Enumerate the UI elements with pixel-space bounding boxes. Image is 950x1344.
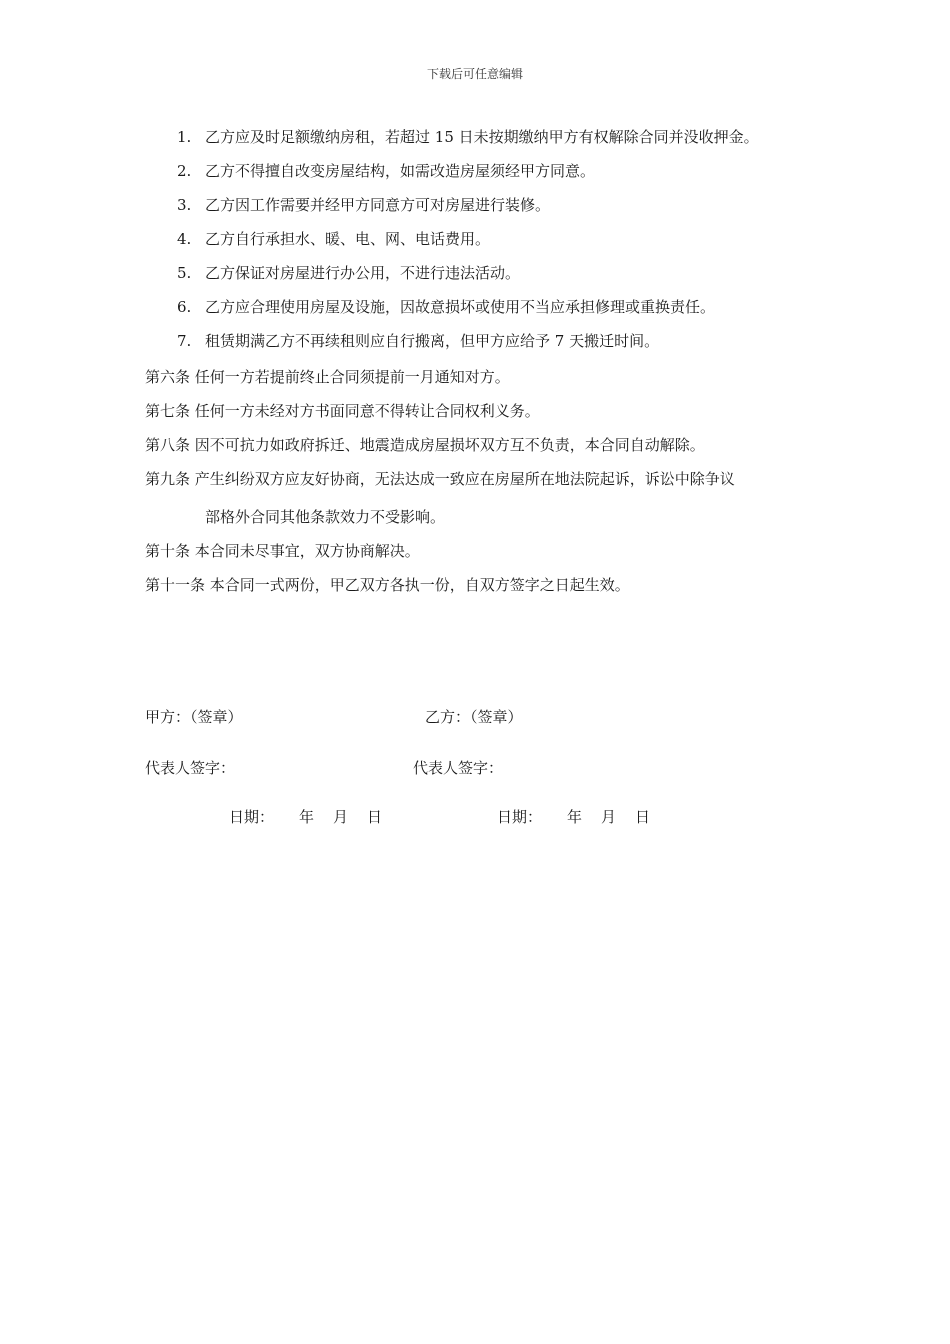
date-year: 年 [567, 808, 583, 826]
article-9-continuation: 部格外合同其他条款效力不受影响。 [205, 508, 446, 526]
article-11: 第十一条 本合同一式两份，甲乙双方各执一份，自双方签字之日起生效。 [145, 576, 630, 594]
list-item [177, 331, 659, 351]
item-number: 1. [177, 128, 192, 146]
page-header: 下载后可任意编辑 [426, 67, 523, 81]
party-b-date [497, 807, 650, 827]
list-item [177, 297, 715, 317]
date-month: 月 [333, 808, 349, 826]
article-9: 第九条 产生纠纷双方应友好协商，无法达成一致应在房屋所在地法院起诉，诉讼中除争议 [145, 470, 735, 488]
date-year: 年 [299, 808, 315, 826]
list-item [177, 127, 759, 147]
date-day: 日 [367, 808, 383, 826]
item-number: 2. [177, 162, 192, 180]
item-text: 乙方应及时足额缴纳房租，若超过 15 日未按期缴纳甲方有权解除合同并没收押金。 [205, 128, 759, 146]
item-number: 7. [177, 332, 192, 350]
date-label: 日期： [497, 808, 543, 826]
item-text: 乙方因工作需要并经甲方同意方可对房屋进行装修。 [205, 196, 551, 214]
date-day: 日 [635, 808, 651, 826]
party-a-date [229, 807, 382, 827]
list-item [177, 195, 550, 215]
list-item [177, 263, 520, 283]
date-label: 日期： [229, 808, 275, 826]
list-item [177, 161, 595, 181]
article-8: 第八条 因不可抗力如政府拆迁、地震造成房屋损坏双方互不负责，本合同自动解除。 [145, 436, 705, 454]
item-text: 乙方保证对房屋进行办公用，不进行违法活动。 [205, 264, 521, 282]
item-number: 6. [177, 298, 192, 316]
party-a-representative: 代表人签字： [145, 759, 236, 777]
article-10: 第十条 本合同未尽事宜，双方协商解决。 [145, 542, 420, 560]
item-text: 乙方自行承担水、暖、电、网、电话费用。 [205, 230, 491, 248]
item-text: 乙方不得擅自改变房屋结构，如需改造房屋须经甲方同意。 [205, 162, 596, 180]
party-b-seal: 乙方：（签章） [425, 708, 523, 726]
article-7: 第七条 任何一方未经对方书面同意不得转让合同权利义务。 [145, 402, 540, 420]
party-b-representative: 代表人签字： [413, 759, 504, 777]
list-item [177, 229, 490, 249]
item-number: 5. [177, 264, 192, 282]
date-month: 月 [601, 808, 617, 826]
item-number: 4. [177, 230, 192, 248]
item-text: 租赁期满乙方不再续租则应自行搬离，但甲方应给予 7 天搬迁时间。 [205, 332, 660, 350]
party-a-seal: 甲方：（签章） [145, 708, 243, 726]
item-text: 乙方应合理使用房屋及设施，因故意损坏或使用不当应承担修理或重换责任。 [205, 298, 716, 316]
article-6: 第六条 任何一方若提前终止合同须提前一月通知对方。 [145, 368, 510, 386]
item-number: 3. [177, 196, 192, 214]
